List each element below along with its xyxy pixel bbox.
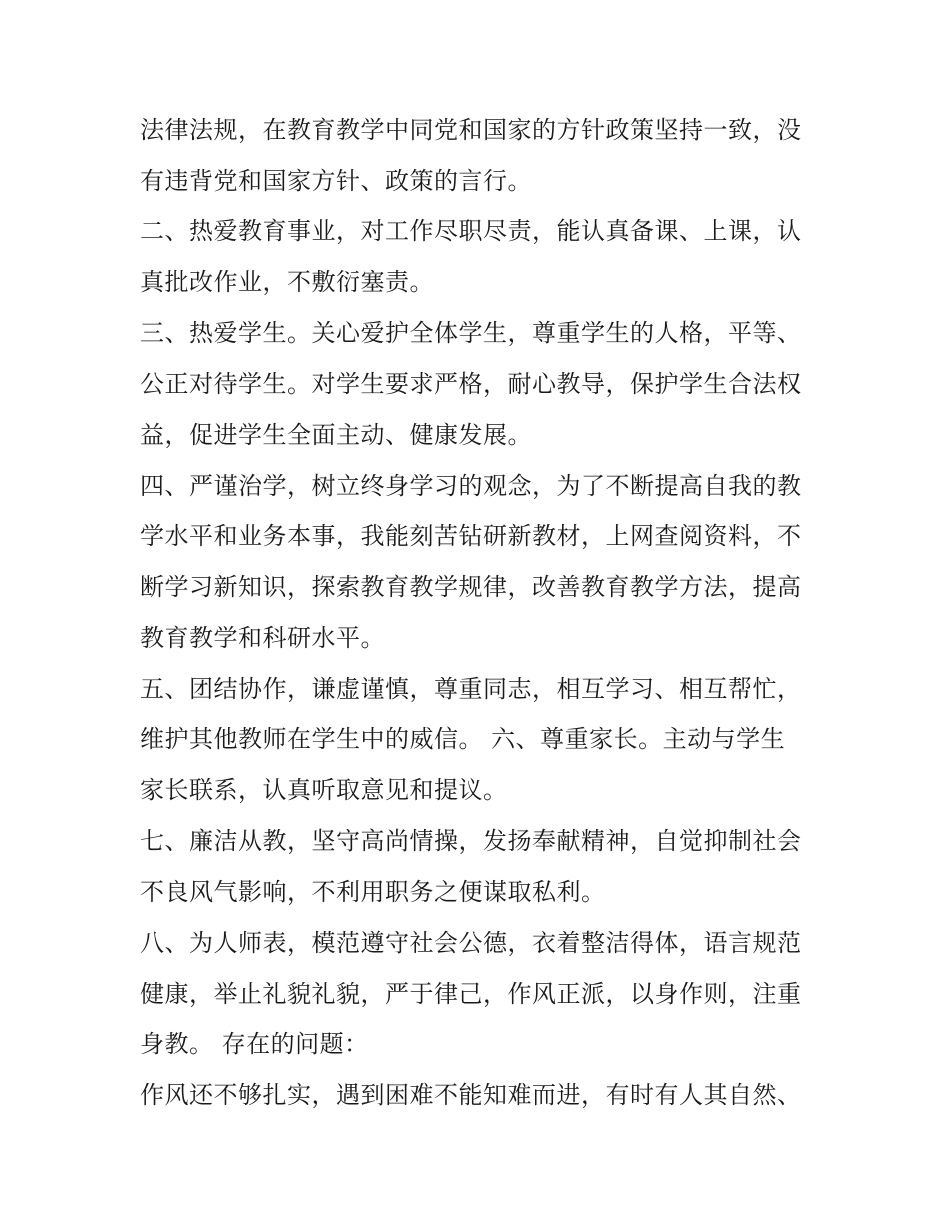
- text-line: 三、热爱学生。关心爱护全体学生，尊重学生的人格，平等、: [140, 319, 802, 347]
- text-line: 公正对待学生。对学生要求严格，耐心教导，保护学生合法权: [140, 370, 802, 398]
- text-line: 健康，举止礼貌礼貌，严于律己，作风正派，以身作则，注重: [140, 980, 802, 1008]
- text-line: 法律法规，在教育教学中同党和国家的方针政策坚持一致，没: [140, 116, 802, 144]
- text-line: 二、热爱教育事业，对工作尽职尽责，能认真备课、上课，认: [140, 217, 802, 245]
- text-line: 断学习新知识，探索教育教学规律，改善教育教学方法，提高: [140, 573, 802, 601]
- text-line: 有违背党和国家方针、政策的言行。: [140, 167, 532, 195]
- text-line: 五、团结协作，谦虚谨慎，尊重同志，相互学习、相互帮忙，: [140, 675, 802, 703]
- text-line: 益，促进学生全面主动、健康发展。: [140, 421, 532, 449]
- text-line: 家长联系，认真听取意见和提议。: [140, 776, 508, 804]
- text-line: 真批改作业，不敷衍塞责。: [140, 268, 434, 296]
- text-line: 四、严谨治学，树立终身学习的观念，为了不断提高自我的教: [140, 472, 802, 500]
- text-line: 八、为人师表，模范遵守社会公德，衣着整洁得体，语言规范: [140, 929, 802, 957]
- text-line: 作风还不够扎实，遇到困难不能知难而进，有时有人其自然、: [140, 1081, 802, 1109]
- text-line: 身教。 存在的问题：: [140, 1030, 369, 1058]
- text-line: 教育教学和科研水平。: [140, 624, 385, 652]
- text-line: 七、廉洁从教，坚守高尚情操，发扬奉献精神，自觉抑制社会: [140, 827, 802, 855]
- text-line: 学水平和业务本事，我能刻苦钻研新教材，上网查阅资料，不: [140, 522, 802, 550]
- text-line: 不良风气影响，不利用职务之便谋取私利。: [140, 878, 606, 906]
- text-line: 维护其他教师在学生中的威信。 六、尊重家长。主动与学生: [140, 725, 786, 753]
